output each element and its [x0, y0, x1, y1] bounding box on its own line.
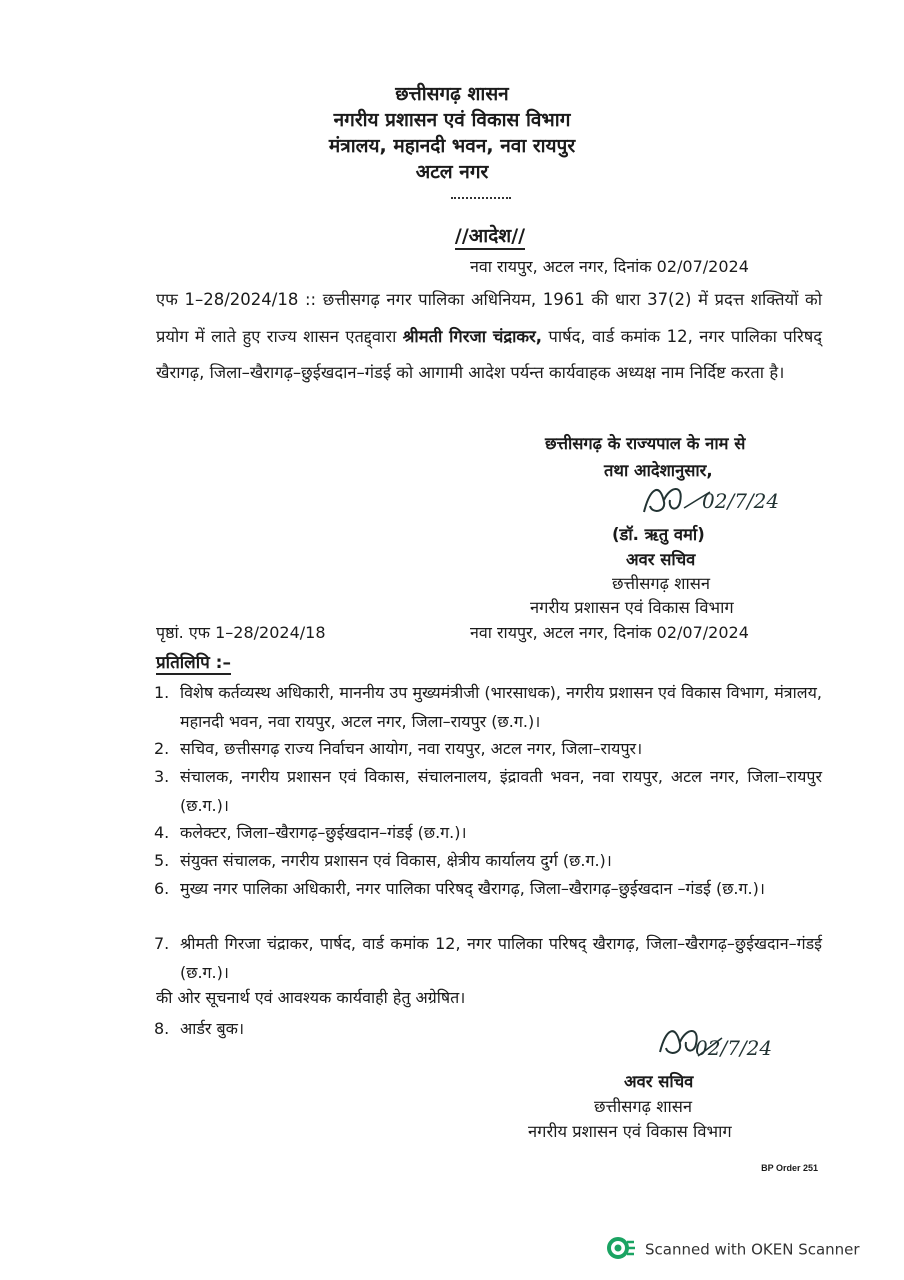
signatory2-designation: अवर सचिव — [624, 1072, 694, 1091]
header-address: मंत्रालय, महानदी भवन, नवा रायपुर — [328, 135, 576, 157]
order-body: एफ 1–28/2024/18 :: छत्तीसगढ़ नगर पालिका अधिनियम, 1961 की धारा 37(2) में प्रदत्त शक्तियों को प्रयोग में लाते हुए राज्य शासन एतद्द्वारा श्रीमती गिरजा चंद्राकर, पार्षद, वार्ड कमांक 12, नगर पालिका परिषद् खैरागढ़, जिला–खैरागढ़–छुईखदान–गंडई को आगामी आदेश पर्यन्त कार्यवाहक अध्यक्ष नाम निर्दिष्ट करता है। — [156, 290, 822, 382]
signatory-govt: छत्तीसगढ़ शासन — [612, 574, 711, 593]
scanner-watermark — [607, 1236, 860, 1264]
list-item: 3. संचालक, नगरीय प्रशासन एवं विकास, संचालनालय, इंद्रावती भवन, नवा रायपुर, अटल नगर, जिला–रायपुर (छ.ग.)। — [154, 767, 822, 815]
handwritten-date-1: 02/7/24 — [702, 489, 780, 513]
list-item: 6. मुख्य नगर पालिका अधिकारी, नगर पालिका परिषद् खैरागढ़, जिला–खैरागढ़–छुईखदान –गंडई (छ.ग.)। — [154, 879, 765, 898]
signatory2-dept: नगरीय प्रशासन एवं विकास विभाग — [528, 1122, 732, 1141]
by-order-line: तथा आदेशानुसार, — [604, 461, 713, 480]
order-title: //आदेश// — [0, 222, 904, 248]
forwarding-line: की ओर सूचनार्थ एवं आवश्यक कार्यवाही हेतु अग्रेषित। — [156, 988, 466, 1007]
list-item: 4. कलेक्टर, जिला–खैरागढ़–छुईखदान–गंडई (छ.ग.)। — [154, 823, 467, 842]
endorsement-date-value: 02/07/2024 — [656, 623, 749, 642]
list-item: 1. विशेष कर्तव्यस्थ अधिकारी, माननीय उप मुख्यमंत्रीजी (भारसाधक), नगरीय प्रशासन एवं विकास विभाग, मंत्रालय, महानदी भवन, नवा रायपुर, अटल नगर, जिला–रायपुर (छ.ग.)। — [154, 683, 822, 731]
scanner-text: Scanned with OKEN Scanner — [645, 1240, 860, 1259]
order-date-value: 02/07/2024 — [656, 257, 749, 276]
signatory-name: (डॉ. ऋतु वर्मा) — [612, 525, 705, 544]
header-city: अटल नगर — [415, 161, 489, 183]
order-stamp: BP Order 251 — [761, 1163, 818, 1173]
endorsement-date: नवा रायपुर, अटल नगर, दिनांक 02/07/2024 — [470, 623, 749, 642]
signatory-designation: अवर सचिव — [626, 550, 696, 569]
copy-heading: प्रतिलिपि :– — [156, 653, 231, 673]
signatory-dept: नगरीय प्रशासन एवं विकास विभाग — [530, 598, 734, 617]
appointee-name: श्रीमती गिरजा चंद्राकर, — [402, 326, 543, 346]
endorsement-ref: पृष्ठां. एफ 1–28/2024/18 — [156, 623, 326, 642]
signatory2-govt: छत्तीसगढ़ शासन — [594, 1097, 693, 1116]
handwritten-date-2: 02/7/24 — [695, 1036, 773, 1060]
header-divider — [451, 197, 511, 199]
header-department: नगरीय प्रशासन एवं विकास विभाग — [333, 109, 571, 131]
list-item: 5. संयुक्त संचालक, नगरीय प्रशासन एवं विकास, क्षेत्रीय कार्यालय दुर्ग (छ.ग.)। — [154, 851, 612, 870]
list-item: 2. सचिव, छत्तीसगढ़ राज्य निर्वाचन आयोग, नवा रायपुर, अटल नगर, जिला–रायपुर। — [154, 739, 643, 758]
list-item-order-book: 8. आर्डर बुक। — [154, 1019, 245, 1038]
oken-scanner-icon — [607, 1236, 637, 1264]
list-item: 7. श्रीमती गिरजा चंद्राकर, पार्षद, वार्ड कमांक 12, नगर पालिका परिषद् खैरागढ़, जिला–खैरागढ़–छुईखदान–गंडई (छ.ग.)। — [154, 934, 822, 982]
order-date: नवा रायपुर, अटल नगर, दिनांक 02/07/2024 — [470, 257, 749, 276]
governor-order-line: छत्तीसगढ़ के राज्यपाल के नाम से — [545, 434, 746, 453]
header-govt: छत्तीसगढ़ शासन — [395, 83, 509, 105]
